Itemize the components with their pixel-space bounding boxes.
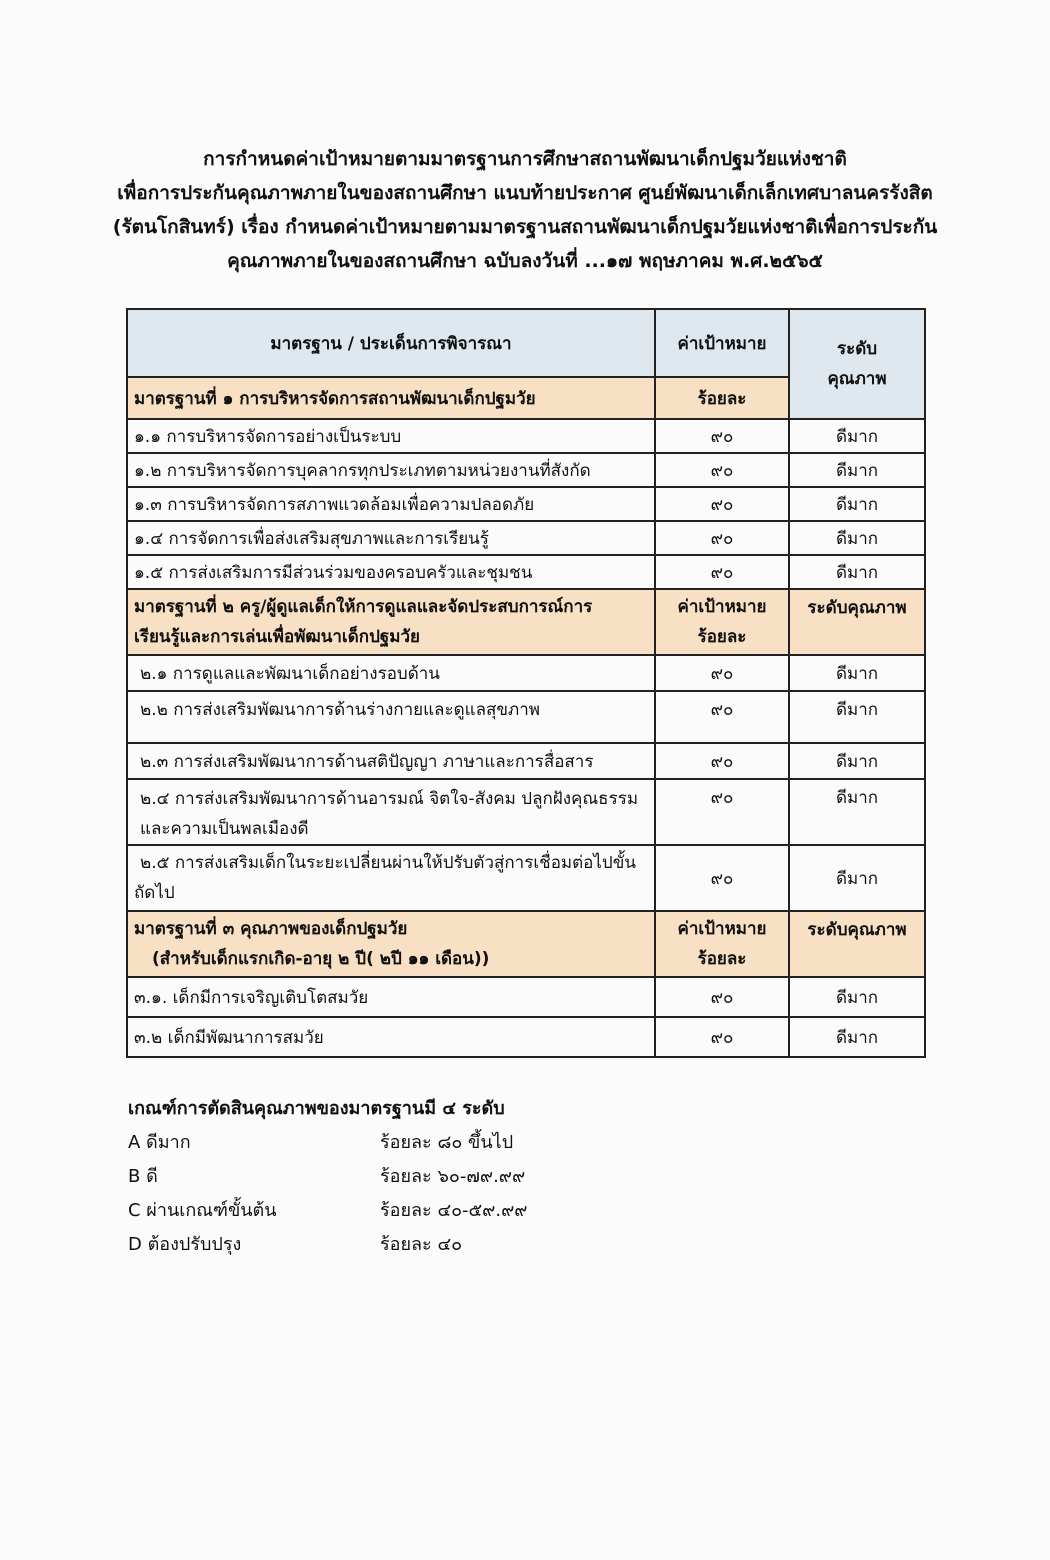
- item-target: ๙๐: [655, 521, 789, 555]
- item-target: ๙๐: [655, 743, 789, 779]
- standard-2-title-line2: เรียนรู้และการเล่นเพื่อพัฒนาเด็กปฐมวัย: [134, 627, 420, 647]
- item-level: ดีมาก: [789, 977, 925, 1017]
- item-text: ๑.๔ การจัดการเพื่อส่งเสริมสุขภาพและการเรียนรู้: [127, 521, 655, 555]
- item-level: ดีมาก: [789, 555, 925, 589]
- standard-2-row: [127, 589, 925, 655]
- title-line-3: (รัตนโกสินทร์) เรื่อง กำหนดค่าเป้าหมายตามมาตรฐานสถานพัฒนาเด็กปฐมวัยแห่งชาติเพื่อการประกัน: [112, 216, 938, 238]
- table-row: [127, 521, 925, 555]
- item-text: [127, 779, 655, 845]
- standard-2-target-line1: ค่าเป้าหมาย: [677, 597, 767, 617]
- item-target: ๙๐: [655, 691, 789, 743]
- item-text: ๑.๒ การบริหารจัดการบุคลากรทุกประเภทตามหน่วยงานที่สังกัด: [127, 453, 655, 487]
- criteria-title: เกณฑ์การตัดสินคุณภาพของมาตรฐานมี ๔ ระดับ: [128, 1098, 505, 1119]
- criteria-range: ร้อยละ ๔๐-๕๙.๙๙: [380, 1200, 528, 1221]
- criteria-level: A ดีมาก: [128, 1132, 191, 1153]
- header-level-line2: คุณภาพ: [827, 369, 887, 389]
- item-target: ๙๐: [655, 655, 789, 691]
- item-text: ๑.๕ การส่งเสริมการมีส่วนร่วมของครอบครัวและชุมชน: [127, 555, 655, 589]
- criteria-level: D ต้องปรับปรุง: [128, 1234, 242, 1255]
- item-level: ดีมาก: [789, 691, 925, 743]
- standard-2-level-label: ระดับคุณภาพ: [789, 589, 925, 655]
- standard-2-title-line1: มาตรฐานที่ ๒ ครู/ผู้ดูแลเด็กให้การดูแลและจัดประสบการณ์การ: [134, 597, 593, 617]
- title-line-1: การกำหนดค่าเป้าหมายตามมาตรฐานการศึกษาสถานพัฒนาเด็กปฐมวัยแห่งชาติ: [203, 148, 847, 170]
- item-text: ๑.๓ การบริหารจัดการสภาพแวดล้อมเพื่อความปลอดภัย: [127, 487, 655, 521]
- item-target: ๙๐: [655, 419, 789, 453]
- table-row: [127, 779, 925, 845]
- table-row: [127, 977, 925, 1017]
- header-level-line1: ระดับ: [836, 339, 878, 359]
- item-text: ๓.๒ เด็กมีพัฒนาการสมวัย: [127, 1017, 655, 1057]
- standard-3-row: [127, 911, 925, 977]
- criteria-range: ร้อยละ ๖๐-๗๙.๙๙: [380, 1166, 526, 1187]
- title-line-2: เพื่อการประกันคุณภาพภายในของสถานศึกษา แนบท้ายประกาศ ศูนย์พัฒนาเด็กเล็กเทศบาลนครรังสิต: [117, 182, 933, 204]
- standards-table: [126, 308, 926, 1058]
- item-level: ดีมาก: [789, 743, 925, 779]
- standard-3-level-label: ระดับคุณภาพ: [789, 911, 925, 977]
- item-level: ดีมาก: [789, 487, 925, 521]
- standard-3-target-line1: ค่าเป้าหมาย: [677, 919, 767, 939]
- item-text-line1: ๒.๕ การส่งเสริมเด็กในระยะเปลี่ยนผ่านให้ปรับตัวสู่การเชื่อมต่อไปขั้น: [140, 853, 636, 873]
- item-text: ๒.๓ การส่งเสริมพัฒนาการด้านสติปัญญา ภาษาและการสื่อสาร: [127, 743, 655, 779]
- criteria-row: [128, 1228, 648, 1262]
- criteria-level: C ผ่านเกณฑ์ขั้นต้น: [128, 1200, 277, 1221]
- item-text-line2: และความเป็นพลเมืองดี: [140, 819, 309, 839]
- header-standard: มาตรฐาน / ประเด็นการพิจารณา: [127, 309, 655, 377]
- table-row: [127, 453, 925, 487]
- table-row: [127, 555, 925, 589]
- table-row: [127, 419, 925, 453]
- item-target: ๙๐: [655, 453, 789, 487]
- criteria-row: [128, 1194, 648, 1228]
- standard-2-target-line2: ร้อยละ: [697, 627, 747, 647]
- standard-2-title: [127, 589, 655, 655]
- item-target: ๙๐: [655, 779, 789, 845]
- header-target: ค่าเป้าหมาย: [655, 309, 789, 377]
- item-level: ดีมาก: [789, 845, 925, 911]
- item-target: ๙๐: [655, 487, 789, 521]
- item-target: ๙๐: [655, 1017, 789, 1057]
- document-title: [110, 142, 940, 278]
- table-row: [127, 487, 925, 521]
- item-text-line2: ถัดไป: [134, 883, 175, 903]
- item-level: ดีมาก: [789, 779, 925, 845]
- table-row: [127, 845, 925, 911]
- item-target: ๙๐: [655, 977, 789, 1017]
- item-text: ๒.๒ การส่งเสริมพัฒนาการด้านร่างกายและดูแลสุขภาพ: [127, 691, 655, 743]
- criteria-row: [128, 1126, 648, 1160]
- item-text: ๓.๑. เด็กมีการเจริญเติบโตสมวัย: [127, 977, 655, 1017]
- title-line-4: คุณภาพภายในของสถานศึกษา ฉบับลงวันที่ ...๑๗ พฤษภาคม พ.ศ.๒๕๖๕: [227, 250, 823, 272]
- item-text-line1: ๒.๔ การส่งเสริมพัฒนาการด้านอารมณ์ จิตใจ-สังคม ปลูกฝังคุณธรรม: [140, 789, 639, 809]
- item-target: ๙๐: [655, 555, 789, 589]
- criteria-row: [128, 1160, 648, 1194]
- standard-2-target-label: [655, 589, 789, 655]
- table-header-row: [127, 309, 925, 377]
- item-text: ๑.๑ การบริหารจัดการอย่างเป็นระบบ: [127, 419, 655, 453]
- standard-3-title-line1: มาตรฐานที่ ๓ คุณภาพของเด็กปฐมวัย: [134, 919, 408, 939]
- item-level: ดีมาก: [789, 1017, 925, 1057]
- item-level: ดีมาก: [789, 419, 925, 453]
- item-level: ดีมาก: [789, 521, 925, 555]
- standard-3-title: [127, 911, 655, 977]
- item-text: ๒.๑ การดูแลและพัฒนาเด็กอย่างรอบด้าน: [127, 655, 655, 691]
- table-row: [127, 655, 925, 691]
- criteria-level: B ดี: [128, 1166, 158, 1187]
- standard-3-target-line2: ร้อยละ: [697, 949, 747, 969]
- criteria-range: ร้อยละ ๔๐: [380, 1234, 463, 1255]
- item-level: ดีมาก: [789, 655, 925, 691]
- standard-1-title: มาตรฐานที่ ๑ การบริหารจัดการสถานพัฒนาเด็กปฐมวัย: [127, 377, 655, 419]
- table-row: [127, 691, 925, 743]
- criteria-range: ร้อยละ ๘๐ ขึ้นไป: [380, 1132, 514, 1153]
- table-row: [127, 743, 925, 779]
- item-level: ดีมาก: [789, 453, 925, 487]
- item-text: [127, 845, 655, 911]
- item-target: ๙๐: [655, 845, 789, 911]
- criteria-section: [128, 1092, 648, 1262]
- header-level: [789, 309, 925, 419]
- table-row: [127, 1017, 925, 1057]
- standard-3-target-label: [655, 911, 789, 977]
- standard-3-title-line2: (สำหรับเด็กแรกเกิด-อายุ ๒ ปี( ๒ปี ๑๑ เดือน)): [152, 949, 490, 969]
- standard-1-target-label: ร้อยละ: [655, 377, 789, 419]
